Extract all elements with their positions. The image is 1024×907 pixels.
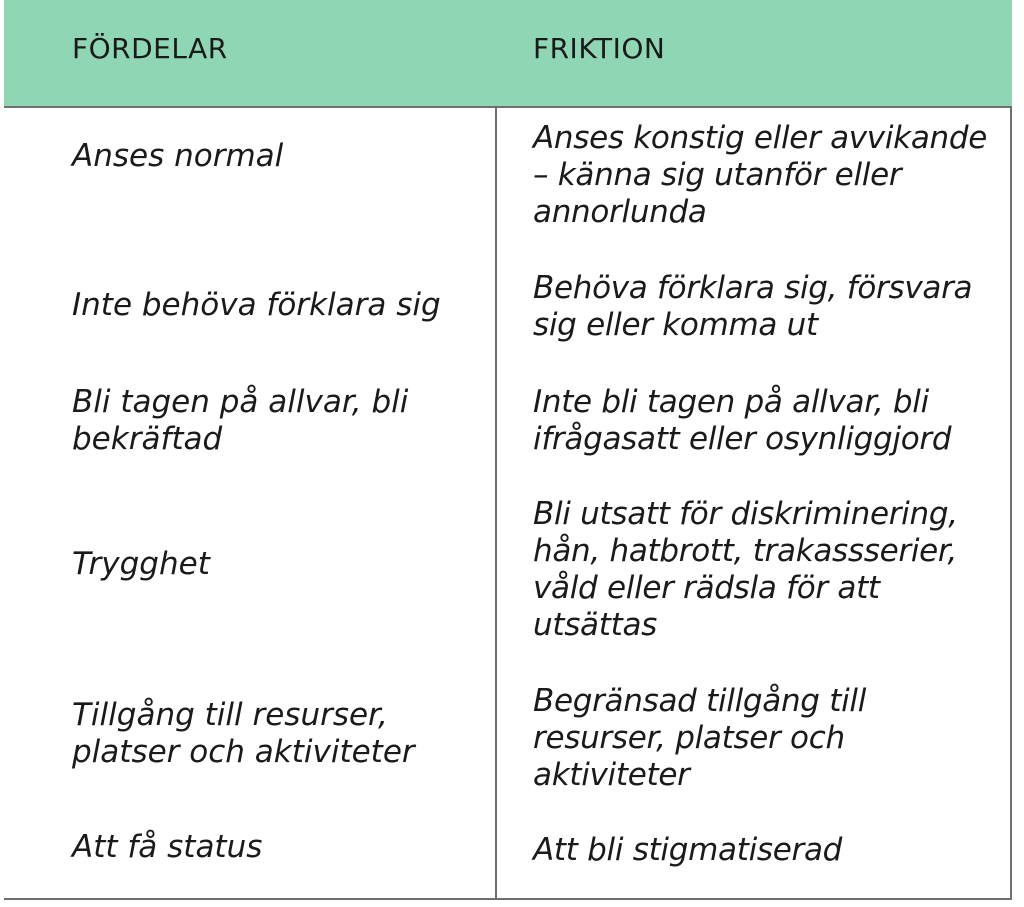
row-4-fordel: Trygghet (72, 546, 210, 582)
row-5-fordel: Tillgång till resurser, platser och aktiviteter (72, 697, 415, 770)
row-2-friktion: Behöva förklara sig, försvara sig eller komma ut (533, 270, 973, 343)
row-1-friktion: Anses konstig eller avvikande – känna sig utanför eller annorlunda (533, 120, 988, 230)
header-fordelar: FÖRDELAR (72, 32, 228, 65)
table-header (4, 0, 1012, 108)
row-1-fordel: Anses normal (72, 138, 284, 174)
row-6-friktion: Att bli stigmatiserad (533, 832, 843, 868)
row-3-fordel: Bli tagen på allvar, bli bekräftad (72, 384, 409, 457)
row-2-fordel: Inte behöva förklara sig (72, 287, 441, 323)
column-divider (495, 108, 497, 900)
row-4-friktion: Bli utsatt för diskriminering, hån, hatbrott, trakassserier, våld eller rädsla för att utsättas (533, 496, 958, 643)
comparison-table (4, 0, 1012, 900)
header-friktion: FRIKTION (533, 32, 666, 65)
row-3-friktion: Inte bli tagen på allvar, bli ifrågasatt eller osynliggjord (533, 384, 952, 457)
row-6-fordel: Att få status (72, 829, 263, 865)
row-5-friktion: Begränsad tillgång till resurser, platser och aktiviteter (533, 683, 867, 793)
